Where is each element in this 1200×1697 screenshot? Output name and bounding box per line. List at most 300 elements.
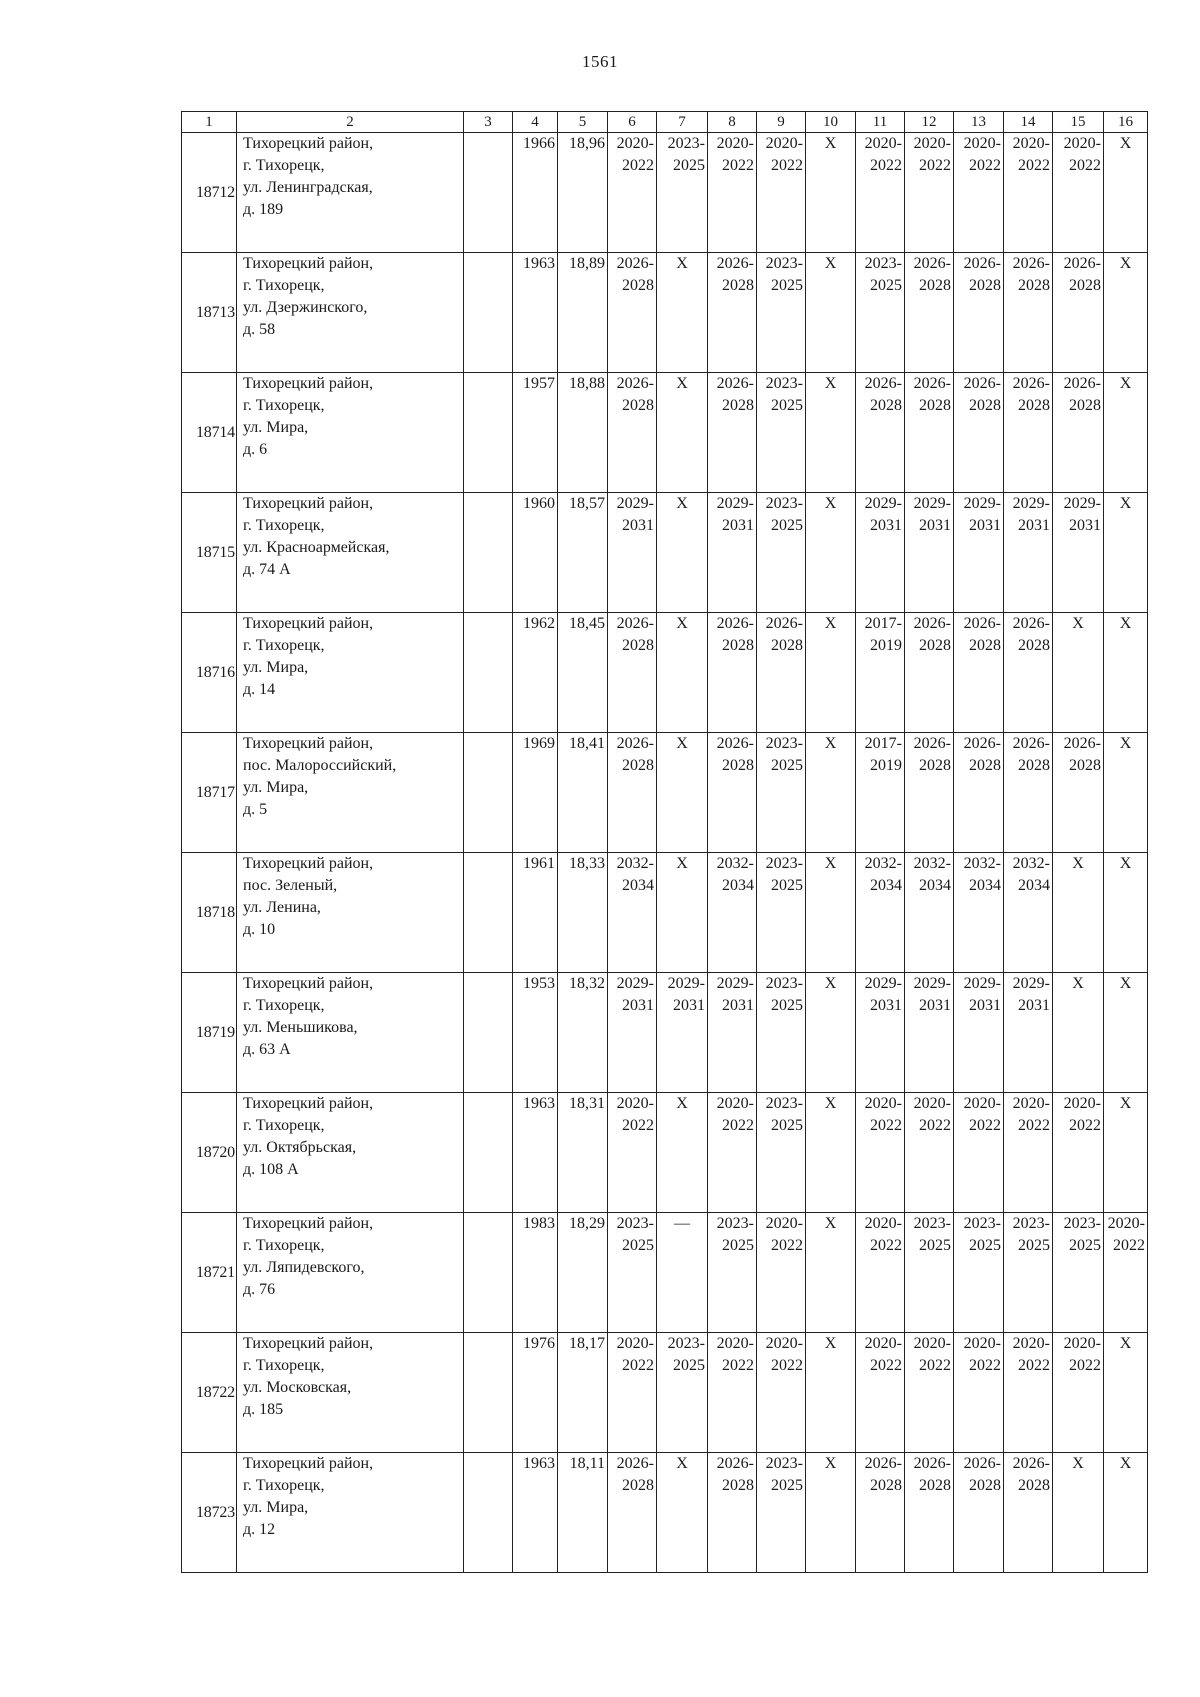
period-value: 2020- [913,1095,951,1112]
period-value-end: 2025 [771,517,803,534]
area-cell: 18,17 [558,1333,608,1453]
period-value-end: 2022 [870,1237,902,1254]
period-value-end: 2028 [622,397,654,414]
period-cell-c8 [708,373,757,493]
period-value-end: 2028 [969,397,1001,414]
table-row [182,613,1148,733]
period-value: 2026- [913,1455,951,1472]
period-value-end: 2025 [1069,1237,1101,1254]
period-value-end: 2028 [1018,397,1050,414]
table-body [182,112,1148,1573]
col3-cell [464,373,513,493]
period-cell-c10: X [806,853,856,973]
period-value: 2020- [765,1215,803,1232]
period-value-end: 2031 [1018,517,1050,534]
year-cell: 1969 [513,733,558,853]
period-cell-c6 [608,973,657,1093]
period-cell-c9 [757,493,806,613]
period-value-end: 2034 [870,877,902,894]
period-value: 2026- [1012,615,1050,632]
period-value-end: 2022 [969,1357,1001,1374]
period-value: 2023- [1012,1215,1050,1232]
row-id-cell: 18719 [182,973,237,1093]
period-cell-c11 [856,1093,905,1213]
address-line: ул. Мира, [243,419,309,436]
period-value-end: 2034 [722,877,754,894]
address-cell [237,853,464,973]
address-line: ул. Мира, [243,659,309,676]
period-value-end: 2025 [919,1237,951,1254]
period-value: 2026- [616,735,654,752]
period-cell-c16: X [1104,133,1148,253]
period-value: 2020- [765,135,803,152]
period-cell-c13 [954,1093,1004,1213]
period-value: 2023- [765,975,803,992]
address-cell [237,1333,464,1453]
period-cell-c12 [905,253,954,373]
address-line: ул. Красноармейская, [243,539,390,556]
address-cell [237,613,464,733]
period-value: 2020- [1063,1335,1101,1352]
col3-cell [464,613,513,733]
period-value: 2026- [864,375,902,392]
period-value: 2023- [765,1455,803,1472]
period-value-end: 2028 [919,277,951,294]
address-line: д. 14 [243,681,276,698]
period-value-end: 2022 [1069,1357,1101,1374]
period-cell-c7: X [657,613,708,733]
period-cell-c14 [1004,1333,1053,1453]
period-cell-c6 [608,1333,657,1453]
period-cell-c15: X [1053,613,1104,733]
address-line: д. 108 А [243,1161,299,1178]
period-value-end: 2031 [969,997,1001,1014]
period-value-end: 2028 [969,1477,1001,1494]
row-id-cell: 18722 [182,1333,237,1453]
period-value: 2020- [1063,1095,1101,1112]
period-value: 2032- [864,855,902,872]
period-value: 2029- [1012,975,1050,992]
period-cell-c9 [757,253,806,373]
period-cell-c10: X [806,973,856,1093]
period-value: 2017- [864,735,902,752]
period-value-end: 2022 [1018,1117,1050,1134]
period-cell-c13 [954,493,1004,613]
period-cell-c7: X [657,1453,708,1573]
header-cell-13: 13 [954,112,1004,133]
period-value-end: 2028 [919,637,951,654]
period-value-end: 2022 [771,1357,803,1374]
period-value-end: 2022 [722,1357,754,1374]
period-cell-c16: X [1104,1453,1148,1573]
period-value: 2029- [616,975,654,992]
period-cell-c10: X [806,253,856,373]
period-value: 2032- [616,855,654,872]
period-value: 2020- [913,135,951,152]
period-cell-c16: X [1104,733,1148,853]
period-cell-c7: X [657,373,708,493]
period-value: 2026- [963,1455,1001,1472]
period-value-end: 2022 [969,1117,1001,1134]
period-cell-c9 [757,1453,806,1573]
period-cell-c14 [1004,373,1053,493]
period-cell-c15 [1053,1093,1104,1213]
period-value: 2020- [616,1335,654,1352]
address-line: д. 12 [243,1521,276,1538]
period-cell-c11 [856,133,905,253]
col3-cell [464,733,513,853]
address-line: г. Тихорецк, [243,397,325,414]
period-cell-c15: X [1053,1453,1104,1573]
period-value-end: 2022 [919,157,951,174]
address-line: Тихорецкий район, [243,495,374,512]
year-cell: 1976 [513,1333,558,1453]
address-line: Тихорецкий район, [243,1095,374,1112]
period-value-end: 2019 [870,637,902,654]
period-cell-c15 [1053,253,1104,373]
period-cell-c12 [905,133,954,253]
period-value-end: 2022 [919,1357,951,1374]
year-cell: 1960 [513,493,558,613]
period-value-end: 2022 [919,1117,951,1134]
period-value: 2023- [864,255,902,272]
address-line: д. 6 [243,441,268,458]
period-value-end: 2031 [919,997,951,1014]
address-line: д. 189 [243,201,284,218]
address-line: д. 5 [243,801,268,818]
period-value-end: 2022 [771,157,803,174]
period-cell-c13 [954,973,1004,1093]
period-value: 2020- [864,1215,902,1232]
table-row [182,1213,1148,1333]
period-cell-c12 [905,613,954,733]
period-cell-c7 [657,133,708,253]
address-line: г. Тихорецк, [243,997,325,1014]
header-cell-15: 15 [1053,112,1104,133]
period-value: 2026- [716,615,754,632]
period-value-end: 2028 [722,1477,754,1494]
period-cell-c16: X [1104,1333,1148,1453]
period-cell-c7: — [657,1213,708,1333]
period-cell-c11 [856,493,905,613]
period-value: 2020- [1012,1335,1050,1352]
period-cell-c14 [1004,853,1053,973]
period-cell-c6 [608,1453,657,1573]
period-value-end: 2031 [722,997,754,1014]
period-cell-c11 [856,1453,905,1573]
period-value-end: 2025 [722,1237,754,1254]
year-cell: 1963 [513,1453,558,1573]
period-value-end: 2028 [771,637,803,654]
address-line: Тихорецкий район, [243,1455,374,1472]
period-value: 2026- [765,615,803,632]
period-value-end: 2022 [1069,157,1101,174]
table-row [182,493,1148,613]
address-line: ул. Меньшикова, [243,1019,358,1036]
period-cell-c16: X [1104,253,1148,373]
period-cell-c12 [905,1093,954,1213]
period-value-end: 2028 [722,277,754,294]
year-cell: 1953 [513,973,558,1093]
period-cell-c14 [1004,613,1053,733]
period-value: 2032- [1012,855,1050,872]
period-value-end: 2025 [1018,1237,1050,1254]
period-value-end: 2028 [1069,277,1101,294]
period-cell-c9 [757,1213,806,1333]
period-value: 2026- [963,375,1001,392]
period-value: 2026- [913,255,951,272]
period-value-end: 2019 [870,757,902,774]
period-value-end: 2034 [969,877,1001,894]
period-cell-c10: X [806,1333,856,1453]
period-value: 2026- [716,255,754,272]
header-row [182,112,1148,133]
period-value: 2026- [1063,375,1101,392]
period-cell-c8 [708,853,757,973]
period-value: 2020- [864,1335,902,1352]
period-cell-c12 [905,973,954,1093]
period-value: 2029- [963,975,1001,992]
period-value-end: 2031 [870,517,902,534]
period-value: 2032- [963,855,1001,872]
period-value: 2020- [864,1095,902,1112]
period-cell-c15 [1053,1333,1104,1453]
period-value: 2029- [963,495,1001,512]
period-value: 2023- [765,375,803,392]
year-cell: 1983 [513,1213,558,1333]
period-cell-c14 [1004,1093,1053,1213]
period-value: 2020- [616,135,654,152]
table-row [182,973,1148,1093]
address-cell [237,973,464,1093]
address-line: Тихорецкий район, [243,615,374,632]
address-line: ул. Ленина, [243,899,321,916]
period-cell-c14 [1004,1213,1053,1333]
address-line: пос. Зеленый, [243,877,338,894]
row-id-cell: 18715 [182,493,237,613]
period-value-end: 2028 [622,637,654,654]
period-value-end: 2028 [870,397,902,414]
period-cell-c11 [856,253,905,373]
period-value-end: 2025 [771,277,803,294]
period-value: 2029- [1063,495,1101,512]
period-value: 2020- [1012,1095,1050,1112]
period-value: 2029- [913,495,951,512]
area-cell: 18,32 [558,973,608,1093]
address-line: д. 63 А [243,1041,291,1058]
period-cell-c15: X [1053,853,1104,973]
period-cell-c16 [1104,1213,1148,1333]
period-cell-c8 [708,1093,757,1213]
row-id-cell: 18720 [182,1093,237,1213]
address-line: г. Тихорецк, [243,157,325,174]
period-cell-c14 [1004,133,1053,253]
row-id-cell: 18716 [182,613,237,733]
period-value: 2026- [1012,375,1050,392]
year-cell: 1963 [513,253,558,373]
period-value-end: 2022 [1069,1117,1101,1134]
period-cell-c7: X [657,253,708,373]
header-cell-10: 10 [806,112,856,133]
period-value-end: 2028 [919,757,951,774]
period-cell-c10: X [806,613,856,733]
area-cell: 18,57 [558,493,608,613]
period-cell-c12 [905,853,954,973]
period-cell-c15 [1053,1213,1104,1333]
period-cell-c7: X [657,853,708,973]
address-line: Тихорецкий район, [243,855,374,872]
address-cell [237,373,464,493]
period-value: 2029- [913,975,951,992]
period-value-end: 2022 [622,1117,654,1134]
period-value: 2026- [963,735,1001,752]
header-cell-8: 8 [708,112,757,133]
period-value: 2026- [1063,735,1101,752]
period-value: 2020- [765,1335,803,1352]
period-cell-c13 [954,133,1004,253]
period-value: 2026- [913,735,951,752]
period-value-end: 2022 [622,1357,654,1374]
col3-cell [464,1333,513,1453]
header-cell-7: 7 [657,112,708,133]
period-value: 2023- [765,735,803,752]
period-cell-c14 [1004,973,1053,1093]
period-cell-c6 [608,493,657,613]
table-row [182,133,1148,253]
period-cell-c11 [856,853,905,973]
address-line: ул. Мира, [243,1499,309,1516]
period-cell-c12 [905,1453,954,1573]
period-cell-c10: X [806,1093,856,1213]
period-cell-c6 [608,853,657,973]
period-value-end: 2028 [919,1477,951,1494]
period-cell-c13 [954,613,1004,733]
period-value-end: 2025 [622,1237,654,1254]
period-value-end: 2034 [919,877,951,894]
period-value-end: 2028 [969,277,1001,294]
period-value: 2026- [1063,255,1101,272]
period-value: 2020- [616,1095,654,1112]
period-value: 2020- [963,135,1001,152]
area-cell: 18,45 [558,613,608,733]
period-value: 2026- [1012,255,1050,272]
address-line: Тихорецкий район, [243,375,374,392]
period-value-end: 2022 [722,157,754,174]
period-cell-c12 [905,373,954,493]
address-cell [237,1093,464,1213]
period-value-end: 2022 [771,1237,803,1254]
period-cell-c6 [608,613,657,733]
period-value: 2023- [616,1215,654,1232]
period-value: 2020- [1107,1215,1145,1232]
period-cell-c10: X [806,733,856,853]
address-line: д. 58 [243,321,276,338]
period-value-end: 2034 [1018,877,1050,894]
period-cell-c9 [757,853,806,973]
year-cell: 1957 [513,373,558,493]
area-cell: 18,11 [558,1453,608,1573]
period-cell-c9 [757,1093,806,1213]
address-line: Тихорецкий район, [243,735,374,752]
period-value: 2023- [1063,1215,1101,1232]
period-value: 2026- [716,1455,754,1472]
period-value-end: 2028 [722,397,754,414]
period-cell-c13 [954,1333,1004,1453]
period-cell-c8 [708,1453,757,1573]
address-line: Тихорецкий район, [243,135,374,152]
period-value: 2026- [1012,1455,1050,1472]
address-line: ул. Дзержинского, [243,299,368,316]
header-cell-6: 6 [608,112,657,133]
table-row [182,853,1148,973]
period-value-end: 2022 [1018,157,1050,174]
period-cell-c16: X [1104,1093,1148,1213]
period-value: 2026- [616,255,654,272]
period-cell-c14 [1004,493,1053,613]
period-value-end: 2031 [622,997,654,1014]
period-value: 2029- [864,495,902,512]
header-cell-14: 14 [1004,112,1053,133]
period-cell-c12 [905,1333,954,1453]
period-value: 2026- [1012,735,1050,752]
period-value-end: 2025 [771,757,803,774]
period-cell-c13 [954,733,1004,853]
year-cell: 1963 [513,1093,558,1213]
period-cell-c8 [708,133,757,253]
area-cell: 18,31 [558,1093,608,1213]
period-cell-c6 [608,733,657,853]
period-value: 2020- [913,1335,951,1352]
period-cell-c7: X [657,733,708,853]
row-id-cell: 18714 [182,373,237,493]
period-cell-c9 [757,733,806,853]
period-value: 2023- [765,495,803,512]
period-value-end: 2028 [870,1477,902,1494]
period-value: 2026- [864,1455,902,1472]
period-value-end: 2031 [673,997,705,1014]
page-number: 1561 [582,52,618,71]
address-line: ул. Мира, [243,779,309,796]
period-cell-c9 [757,973,806,1093]
period-cell-c11 [856,1333,905,1453]
period-cell-c11 [856,1213,905,1333]
period-cell-c6 [608,373,657,493]
col3-cell [464,133,513,253]
period-value: 2023- [667,1335,705,1352]
period-value: 2032- [913,855,951,872]
period-cell-c8 [708,493,757,613]
period-value-end: 2031 [622,517,654,534]
area-cell: 18,88 [558,373,608,493]
period-value: 2020- [716,135,754,152]
year-cell: 1961 [513,853,558,973]
period-cell-c7 [657,973,708,1093]
period-value: 2026- [963,615,1001,632]
period-cell-c15 [1053,733,1104,853]
period-value-end: 2028 [1069,397,1101,414]
address-line: пос. Малороссийский, [243,757,397,774]
address-line: ул. Московская, [243,1379,352,1396]
address-line: д. 76 [243,1281,276,1298]
period-cell-c10: X [806,493,856,613]
period-value: 2020- [716,1335,754,1352]
period-value-end: 2031 [870,997,902,1014]
period-cell-c13 [954,373,1004,493]
period-value: 2032- [716,855,754,872]
period-cell-c9 [757,1333,806,1453]
period-cell-c8 [708,253,757,373]
header-cell-16: 16 [1104,112,1148,133]
